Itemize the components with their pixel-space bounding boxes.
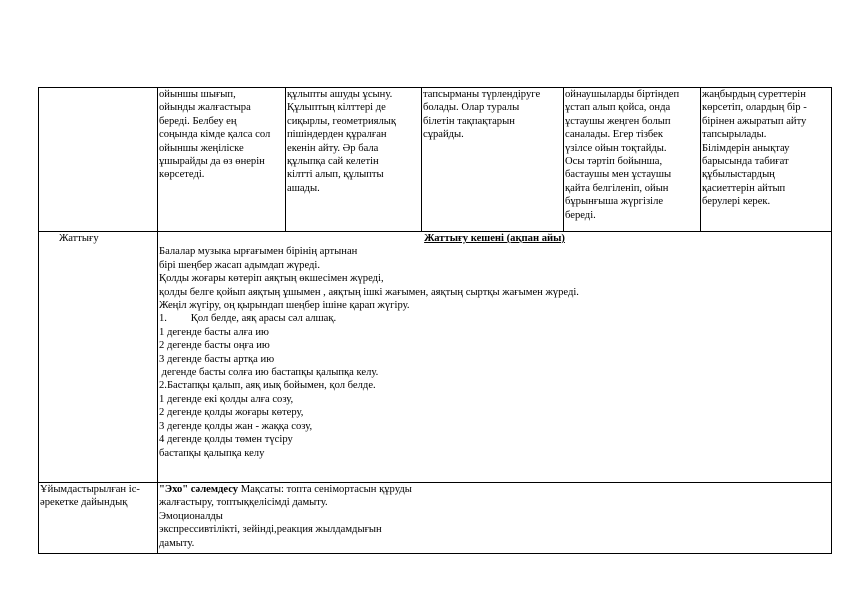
text-line: тапсырманы түрлендіруге — [423, 89, 541, 100]
table-row-exercise — [39, 232, 832, 483]
text-line-first — [159, 483, 830, 496]
text-line: сиқырлы, геометриялық — [287, 115, 397, 127]
text-line: 2 дегенде басты оңға ию — [159, 340, 270, 352]
text-line: жалғастыру, топтыққелісімді дамыту. — [159, 497, 328, 509]
cell-task-text — [422, 88, 564, 232]
text-line: көрсетіп, олардың бір - — [702, 102, 807, 114]
text-line: ойыншы шығып, — [159, 89, 236, 100]
row-label-line: Ұйымдастырылған іс- — [40, 484, 140, 495]
text-line: қолды белге қойып аяқтың ұшымен , аяқтың ішкі жағымен, аяқтың сыртқы жағымен жүреді. — [159, 286, 579, 298]
text-line: ұстап алып қойса, онда — [565, 102, 671, 114]
text-line: құлыпты ашуды ұсыну. — [287, 89, 393, 100]
row-label-preparation — [39, 483, 158, 554]
text-line: 1 дегенде басты алға ию — [159, 326, 269, 338]
text-line: саналады. Егер тізбек — [565, 129, 663, 141]
text-line: Қолды жоғары көтеріп аяқтың өкшесімен жүреді, — [159, 273, 384, 285]
row-label: Жаттығу — [59, 233, 99, 244]
text-line: тапсырылады. — [702, 129, 767, 141]
text-line: ойыншы жеңіліске — [159, 142, 244, 154]
text-line: барысында табиғат — [702, 156, 789, 168]
text-line: қасиеттерін айтып — [702, 182, 786, 194]
text-line: көрсетеді. — [159, 169, 205, 181]
text-line: құбылыстардың — [702, 169, 775, 181]
text-line: үзілсе ойын тоқтайды. — [565, 142, 667, 154]
cell-lock-text — [286, 88, 422, 232]
text-line: кілтті алып, құлыпты — [287, 169, 384, 181]
text-line: қайта белгіленіп, ойын — [565, 182, 669, 194]
cell-players-text — [564, 88, 701, 232]
text-line: дамыту. — [159, 537, 195, 549]
text-line: 2 дегенде қолды жоғары көтеру, — [159, 407, 304, 419]
exercise-title: Жаттығу кешені (ақпан айы) — [424, 233, 565, 244]
plan-table — [38, 87, 832, 554]
goal-text: Мақсаты: топта сенімортасын құруды — [238, 484, 412, 495]
text-line: екенін айту. Әр бала — [287, 142, 379, 154]
text-line: 1. Қол белде, аяқ арасы сәл алшақ. — [159, 313, 337, 325]
text-line: болады. Олар туралы — [423, 102, 520, 114]
cell-game-text — [158, 88, 286, 232]
text-line: 1 дегенде екі қолды алға созу, — [159, 393, 294, 405]
text-line: Құлыптың кілттері де — [287, 102, 386, 114]
text-line: ойнаушыларды біртіндеп — [565, 89, 680, 100]
text-line: береді. Белбеу ең — [159, 115, 237, 127]
text-line: бірі шеңбер жасап адымдап жүреді. — [159, 259, 321, 271]
cell-exercise-content — [158, 232, 832, 483]
text-line: пішіндерден құралған — [287, 129, 387, 141]
text-line: 2.Бастапқы қалып, аяқ иық бойымен, қол белде. — [159, 380, 376, 392]
text-line: бастаушы мен ұстаушы — [565, 169, 672, 181]
table-row-continuation — [39, 88, 832, 232]
table-row-preparation — [39, 483, 832, 554]
text-line: 4 дегенде қолды төмен түсіру — [159, 434, 293, 446]
text-line: ашады. — [287, 182, 320, 194]
text-line: Жеңіл жүгіру, оң қырындап шеңбер ішіне қарап жүгіру. — [159, 300, 410, 312]
row-label-exercise — [39, 232, 158, 483]
text-line: Эмоционалды — [159, 510, 223, 522]
text-line: Осы тәртіп бойынша, — [565, 156, 663, 168]
text-line: бірінен ажыратып айту — [702, 115, 807, 127]
text-line: бастапқы қалыпқа келу — [159, 447, 265, 459]
text-line: берулері керек. — [702, 196, 771, 208]
text-line: бұрынғыша жүргізіле — [565, 196, 664, 208]
text-line: сұрайды. — [423, 129, 464, 141]
text-line: ойынды жалғастыра — [159, 102, 251, 114]
text-line: 3 дегенде басты артқа ию — [159, 353, 275, 365]
text-line: береді. — [565, 209, 596, 221]
text-line: ұшырайды да өз өнерін — [159, 156, 265, 168]
cell-preparation-content — [158, 483, 832, 554]
text-line: соңында кімде қалса сол — [159, 129, 271, 141]
text-line: Білімдерін анықтау — [702, 142, 790, 154]
text-line: Балалар музыка ырғағымен бірінің артынан — [159, 246, 358, 258]
text-line: экспрессивтілікті, зейінді,реакция жылдамдығын — [159, 524, 382, 536]
text-line: жаңбырдың суреттерін — [702, 89, 806, 100]
text-line: құлыпқа сай келетін — [287, 156, 379, 168]
cell-rain-text — [701, 88, 832, 232]
text-line: білетін тақпақтарын — [423, 115, 515, 127]
text-line: ұстаушы жеңген болып — [565, 115, 671, 127]
row-label-line: әрекетке дайындық — [40, 497, 128, 509]
greeting-title: "Эхо" сәлемдесу — [159, 484, 239, 495]
cell-empty — [39, 88, 158, 232]
text-line: 3 дегенде қолды жан - жаққа созу, — [159, 420, 313, 432]
text-line: дегенде басты солға ию бастапқы қалыпқа келу. — [159, 367, 379, 379]
